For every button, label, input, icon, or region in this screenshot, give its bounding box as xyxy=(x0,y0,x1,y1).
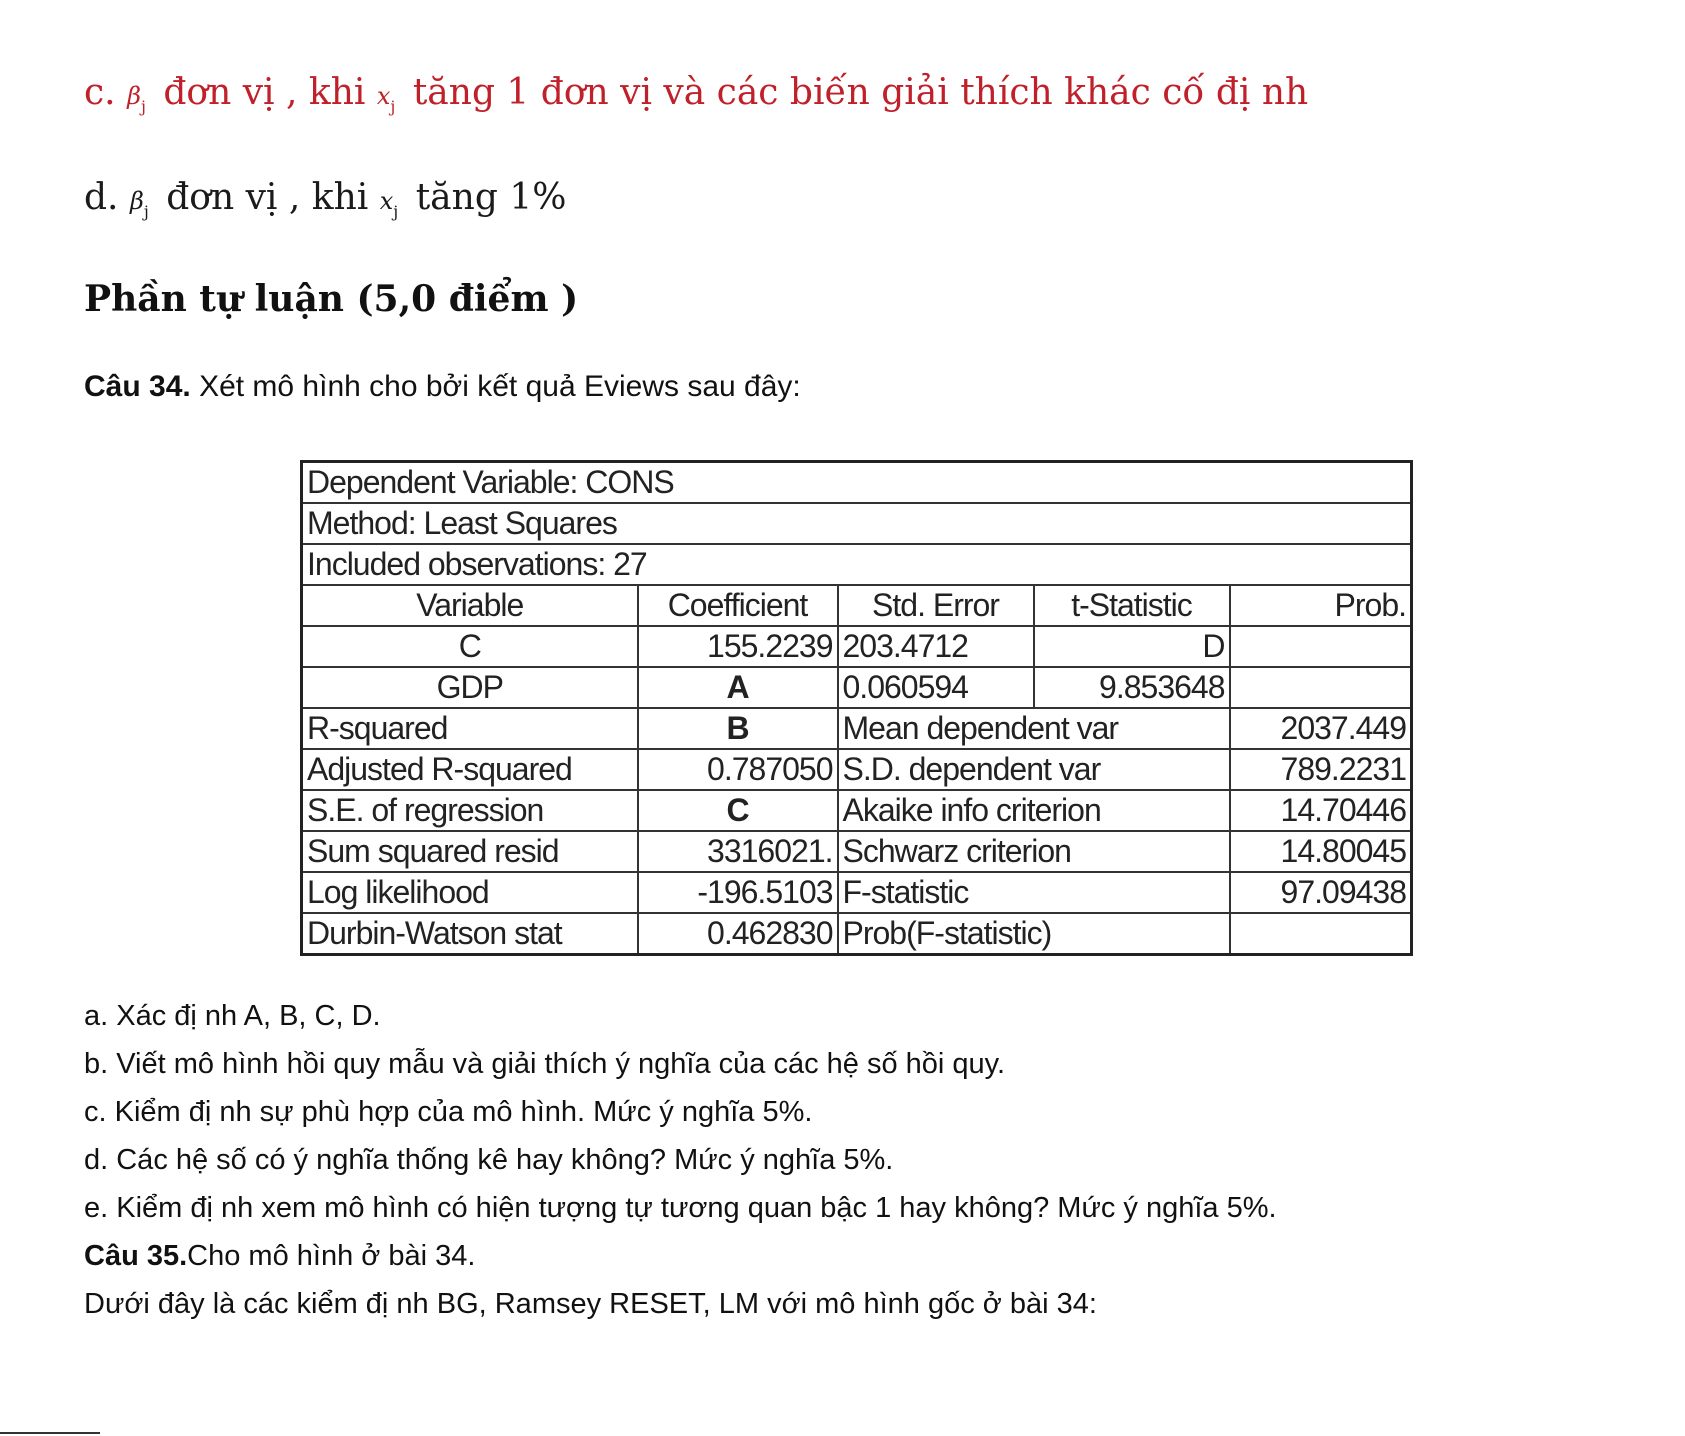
table-cell: 14.80045 xyxy=(1230,831,1412,872)
table-cell: Adjusted R-squared xyxy=(302,749,638,790)
table-cell: S.E. of regression xyxy=(302,790,638,831)
table-cell xyxy=(1230,626,1412,667)
option-d xyxy=(84,177,566,221)
option-c xyxy=(84,72,1308,116)
table-cell: S.D. dependent var xyxy=(838,749,1230,790)
question-35 xyxy=(84,1232,1277,1280)
section-title: Phần tự luận (5,0 điểm ) xyxy=(84,278,579,320)
table-row xyxy=(302,667,1412,708)
table-cell: Mean dependent var xyxy=(838,708,1230,749)
beta-symbol: β xyxy=(127,82,141,110)
question-text: Xét mô hình cho bởi kết quả Eviews sau đây: xyxy=(199,370,801,403)
table-cell: C xyxy=(302,626,638,667)
option-text-2: tăng 1 đơn vị và các biến giải thích khác cố đị nh xyxy=(412,72,1309,113)
option-text: đơn vị , khi xyxy=(166,177,369,218)
table-cell: Durbin-Watson stat xyxy=(302,913,638,955)
table-cell: -196.5103 xyxy=(638,872,838,913)
table-cell: F-statistic xyxy=(838,872,1230,913)
x-symbol: x xyxy=(379,187,394,215)
table-row xyxy=(302,626,1412,667)
table-cell: 9.853648 xyxy=(1034,667,1230,708)
sub-question-b: b. Viết mô hình hồi quy mẫu và giải thích ý nghĩa của các hệ số hồi quy. xyxy=(84,1048,1006,1080)
question-label: Câu 34. xyxy=(84,370,191,403)
table-row xyxy=(302,831,1412,872)
table-cell: Schwarz criterion xyxy=(838,831,1230,872)
header-cell: Prob. xyxy=(1230,585,1412,626)
table-row xyxy=(302,503,1412,544)
table-cell: R-squared xyxy=(302,708,638,749)
table-cell: 14.70446 xyxy=(1230,790,1412,831)
question-35-line-2: Dưới đây là các kiểm đị nh BG, Ramsey RESET, LM với mô hình gốc ở bài 34: xyxy=(84,1288,1097,1320)
table-cell: 0.060594 xyxy=(838,667,1034,708)
table-row xyxy=(302,462,1412,504)
method: Method: Least Squares xyxy=(302,503,1412,544)
x-subscript: j xyxy=(393,202,399,221)
header-cell: Variable xyxy=(302,585,638,626)
table-cell xyxy=(1230,667,1412,708)
header-cell: Coefficient xyxy=(638,585,838,626)
sub-question-d: d. Các hệ số có ý nghĩa thống kê hay không? Mức ý nghĩa 5%. xyxy=(84,1144,894,1176)
option-label: d. xyxy=(84,177,119,218)
sub-question-c: c. Kiểm đị nh sự phù hợp của mô hình. Mức ý nghĩa 5%. xyxy=(84,1096,813,1128)
table-row xyxy=(302,872,1412,913)
table-cell: A xyxy=(638,667,838,708)
table-cell: 97.09438 xyxy=(1230,872,1412,913)
table-cell: 3316021. xyxy=(638,831,838,872)
header-cell: Std. Error xyxy=(838,585,1034,626)
dependent-variable: Dependent Variable: CONS xyxy=(302,462,1412,504)
table-cell: B xyxy=(638,708,838,749)
table-cell: 0.787050 xyxy=(638,749,838,790)
table-row xyxy=(302,708,1412,749)
observations: Included observations: 27 xyxy=(302,544,1412,585)
table-cell xyxy=(1230,913,1412,955)
table-cell: 0.462830 xyxy=(638,913,838,955)
table-cell: C xyxy=(638,790,838,831)
table-header-row xyxy=(302,585,1412,626)
table-cell: 155.2239 xyxy=(638,626,838,667)
eviews-output-table xyxy=(300,460,1413,956)
table-cell: Sum squared resid xyxy=(302,831,638,872)
table-cell: Akaike info criterion xyxy=(838,790,1230,831)
table-cell: D xyxy=(1034,626,1230,667)
table-cell: 789.2231 xyxy=(1230,749,1412,790)
option-label: c. xyxy=(84,72,116,113)
option-text-2: tăng 1% xyxy=(415,177,567,218)
header-cell: t-Statistic xyxy=(1034,585,1230,626)
table-row xyxy=(302,749,1412,790)
question-text: Cho mô hình ở bài 34. xyxy=(187,1240,476,1272)
sub-question-e: e. Kiểm đị nh xem mô hình có hiện tượng tự tương quan bậc 1 hay không? Mức ý nghĩa 5%. xyxy=(84,1192,1277,1224)
table-cell: Log likelihood xyxy=(302,872,638,913)
question-34 xyxy=(84,370,801,404)
beta-subscript: j xyxy=(143,202,149,221)
table-cell: GDP xyxy=(302,667,638,708)
x-subscript: j xyxy=(390,97,396,116)
table-cell: Prob(F-statistic) xyxy=(838,913,1230,955)
table-cell: 203.4712 xyxy=(838,626,1034,667)
table-row xyxy=(302,913,1412,955)
table-row xyxy=(302,790,1412,831)
footnote-divider xyxy=(0,1432,100,1434)
option-text: đơn vị , khi xyxy=(163,72,366,113)
table-row xyxy=(302,544,1412,585)
table-cell: 2037.449 xyxy=(1230,708,1412,749)
beta-subscript: j xyxy=(140,97,146,116)
beta-symbol: β xyxy=(129,187,144,215)
question-list xyxy=(84,992,1277,1328)
sub-question-a: a. Xác đị nh A, B, C, D. xyxy=(84,1000,381,1032)
question-label: Câu 35. xyxy=(84,1240,188,1272)
x-symbol: x xyxy=(376,82,391,110)
